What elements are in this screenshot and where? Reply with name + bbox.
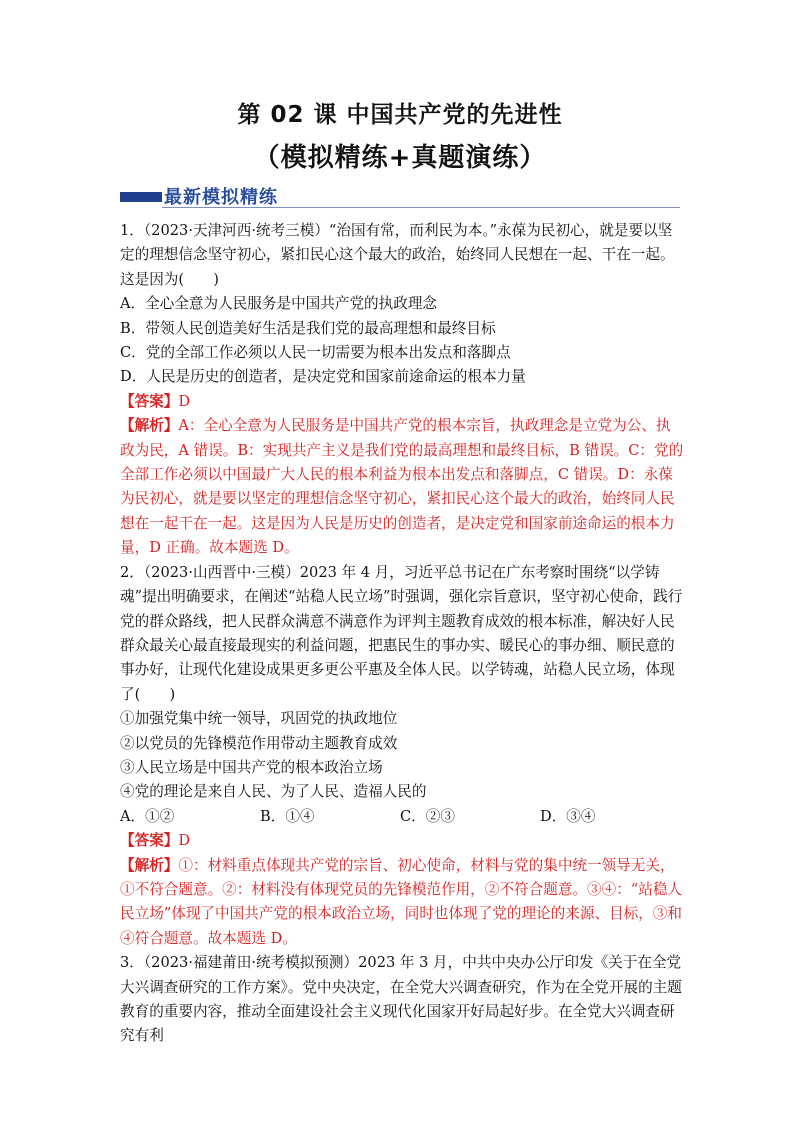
- q1-option-d: D．人民是历史的创造者，是决定党和国家前途命运的根本力量: [120, 368, 526, 386]
- q1-answer: [120, 390, 685, 414]
- q2-statement-4: ④党的理论是来自人民、为了人民、造福人民的: [120, 783, 427, 801]
- q2-analysis-tag: 【解析】: [120, 856, 179, 874]
- q2-options: [120, 805, 685, 829]
- q1-option-b: B．带领人民创造美好生活是我们党的最高理想和最终目标: [120, 319, 496, 337]
- q2-option-a: A．①②: [120, 807, 175, 825]
- q2-answer-tag: 【答案】: [120, 832, 179, 850]
- q2-option-d: D．③④: [540, 807, 596, 825]
- questions-body: [120, 219, 685, 1049]
- q1-answer-tag: 【答案】: [120, 392, 179, 410]
- lesson-title: 第 02 课 中国共产党的先进性: [237, 102, 563, 128]
- section-title: 最新模拟精练: [164, 187, 278, 208]
- q2-answer-value: D: [178, 832, 191, 850]
- q2-analysis: [120, 854, 685, 952]
- q2-statement-1: ①加强党集中统一领导，巩固党的执政地位: [120, 710, 398, 728]
- q3-stem: 3．（2023·福建莆田·统考模拟预测）2023 年 3 月，中共中央办公厅印发《关于在全党大兴调查研究的工作方案》。党中央决定，在全党大兴调查研究，作为在全党开展的主题教育的重要内容，推动全面建设社会主义现代化国家开好局起好步。在全党大兴调查研究有利: [120, 954, 682, 1045]
- q2-statement-3: ③人民立场是中国共产党的根本政治立场: [120, 758, 383, 776]
- q2-option-b: B．①④: [260, 807, 315, 825]
- section-header: [120, 183, 680, 209]
- q1-analysis-tag: 【解析】: [120, 417, 179, 435]
- lesson-subtitle: （模拟精练+真题演练）: [253, 143, 547, 173]
- q2-answer: [120, 829, 685, 853]
- q1-analysis: [120, 414, 685, 560]
- q2-statement-2: ②以党员的先锋模范作用带动主题教育成效: [120, 734, 398, 752]
- q1-option-a: A．全心全意为人民服务是中国共产党的执政理念: [120, 295, 438, 313]
- section-divider: [162, 207, 680, 208]
- q2-stem: 2．（2023·山西晋中·三模）2023 年 4 月，习近平总书记在广东考察时围绕“以学铸魂”提出明确要求，在阐述“站稳人民立场”时强调，强化宗旨意识，坚守初心使命，践行党的群众路线，把人民群众满意不满意作为评判主题教育成效的根本标准，解决好人民群众最关心最直接最现实的利益问题，把惠民生的事办实、暖民心的事办细、顺民意的事办好，让现代化建设成果更多更公平惠及全体人民。以学铸魂，站稳人民立场，体现了( ): [120, 563, 683, 703]
- q1-stem: 1．（2023·天津河西·统考三模）“治国有常，而利民为本。”永葆为民初心，就是要以坚定的理想信念坚守初心，紧扣民心这个最大的政治，始终同人民想在一起、干在一起。这是因为( ): [120, 222, 675, 288]
- q1-answer-value: D: [178, 392, 191, 410]
- q1-analysis-text: A：全心全意为人民服务是中国共产党的根本宗旨，执政理念是立党为公、执政为民，A 错误。B：实现共产主义是我们党的最高理想和最终目标，B 错误。C：党的全部工作必须以中国最广大人民的根本利益为根本出发点和落脚点，C 错误。D：永葆为民初心，就是要以坚定的理想信念坚守初心，紧扣民心这个最大的政治，始终同人民想在一起干在一起。这是因为人民是历史的创造者，是决定党和国家前途命运的根本力量，D 正确。故本题选 D。: [120, 417, 684, 557]
- q1-option-c: C．党的全部工作必须以人民一切需要为根本出发点和落脚点: [120, 344, 511, 362]
- q2-analysis-text: ①：材料重点体现共产党的宗旨、初心使命，材料与党的集中统一领导无关，①不符合题意。②：材料没有体现党员的先锋模范作用，②不符合题意。③④：“站稳人民立场”体现了中国共产党的根本政治立场，同时也体现了党的理论的来源、目标，③和④符合题意。故本题选 D。: [120, 856, 683, 947]
- q2-option-c: C．②③: [400, 807, 455, 825]
- section-bar-icon: [120, 192, 162, 202]
